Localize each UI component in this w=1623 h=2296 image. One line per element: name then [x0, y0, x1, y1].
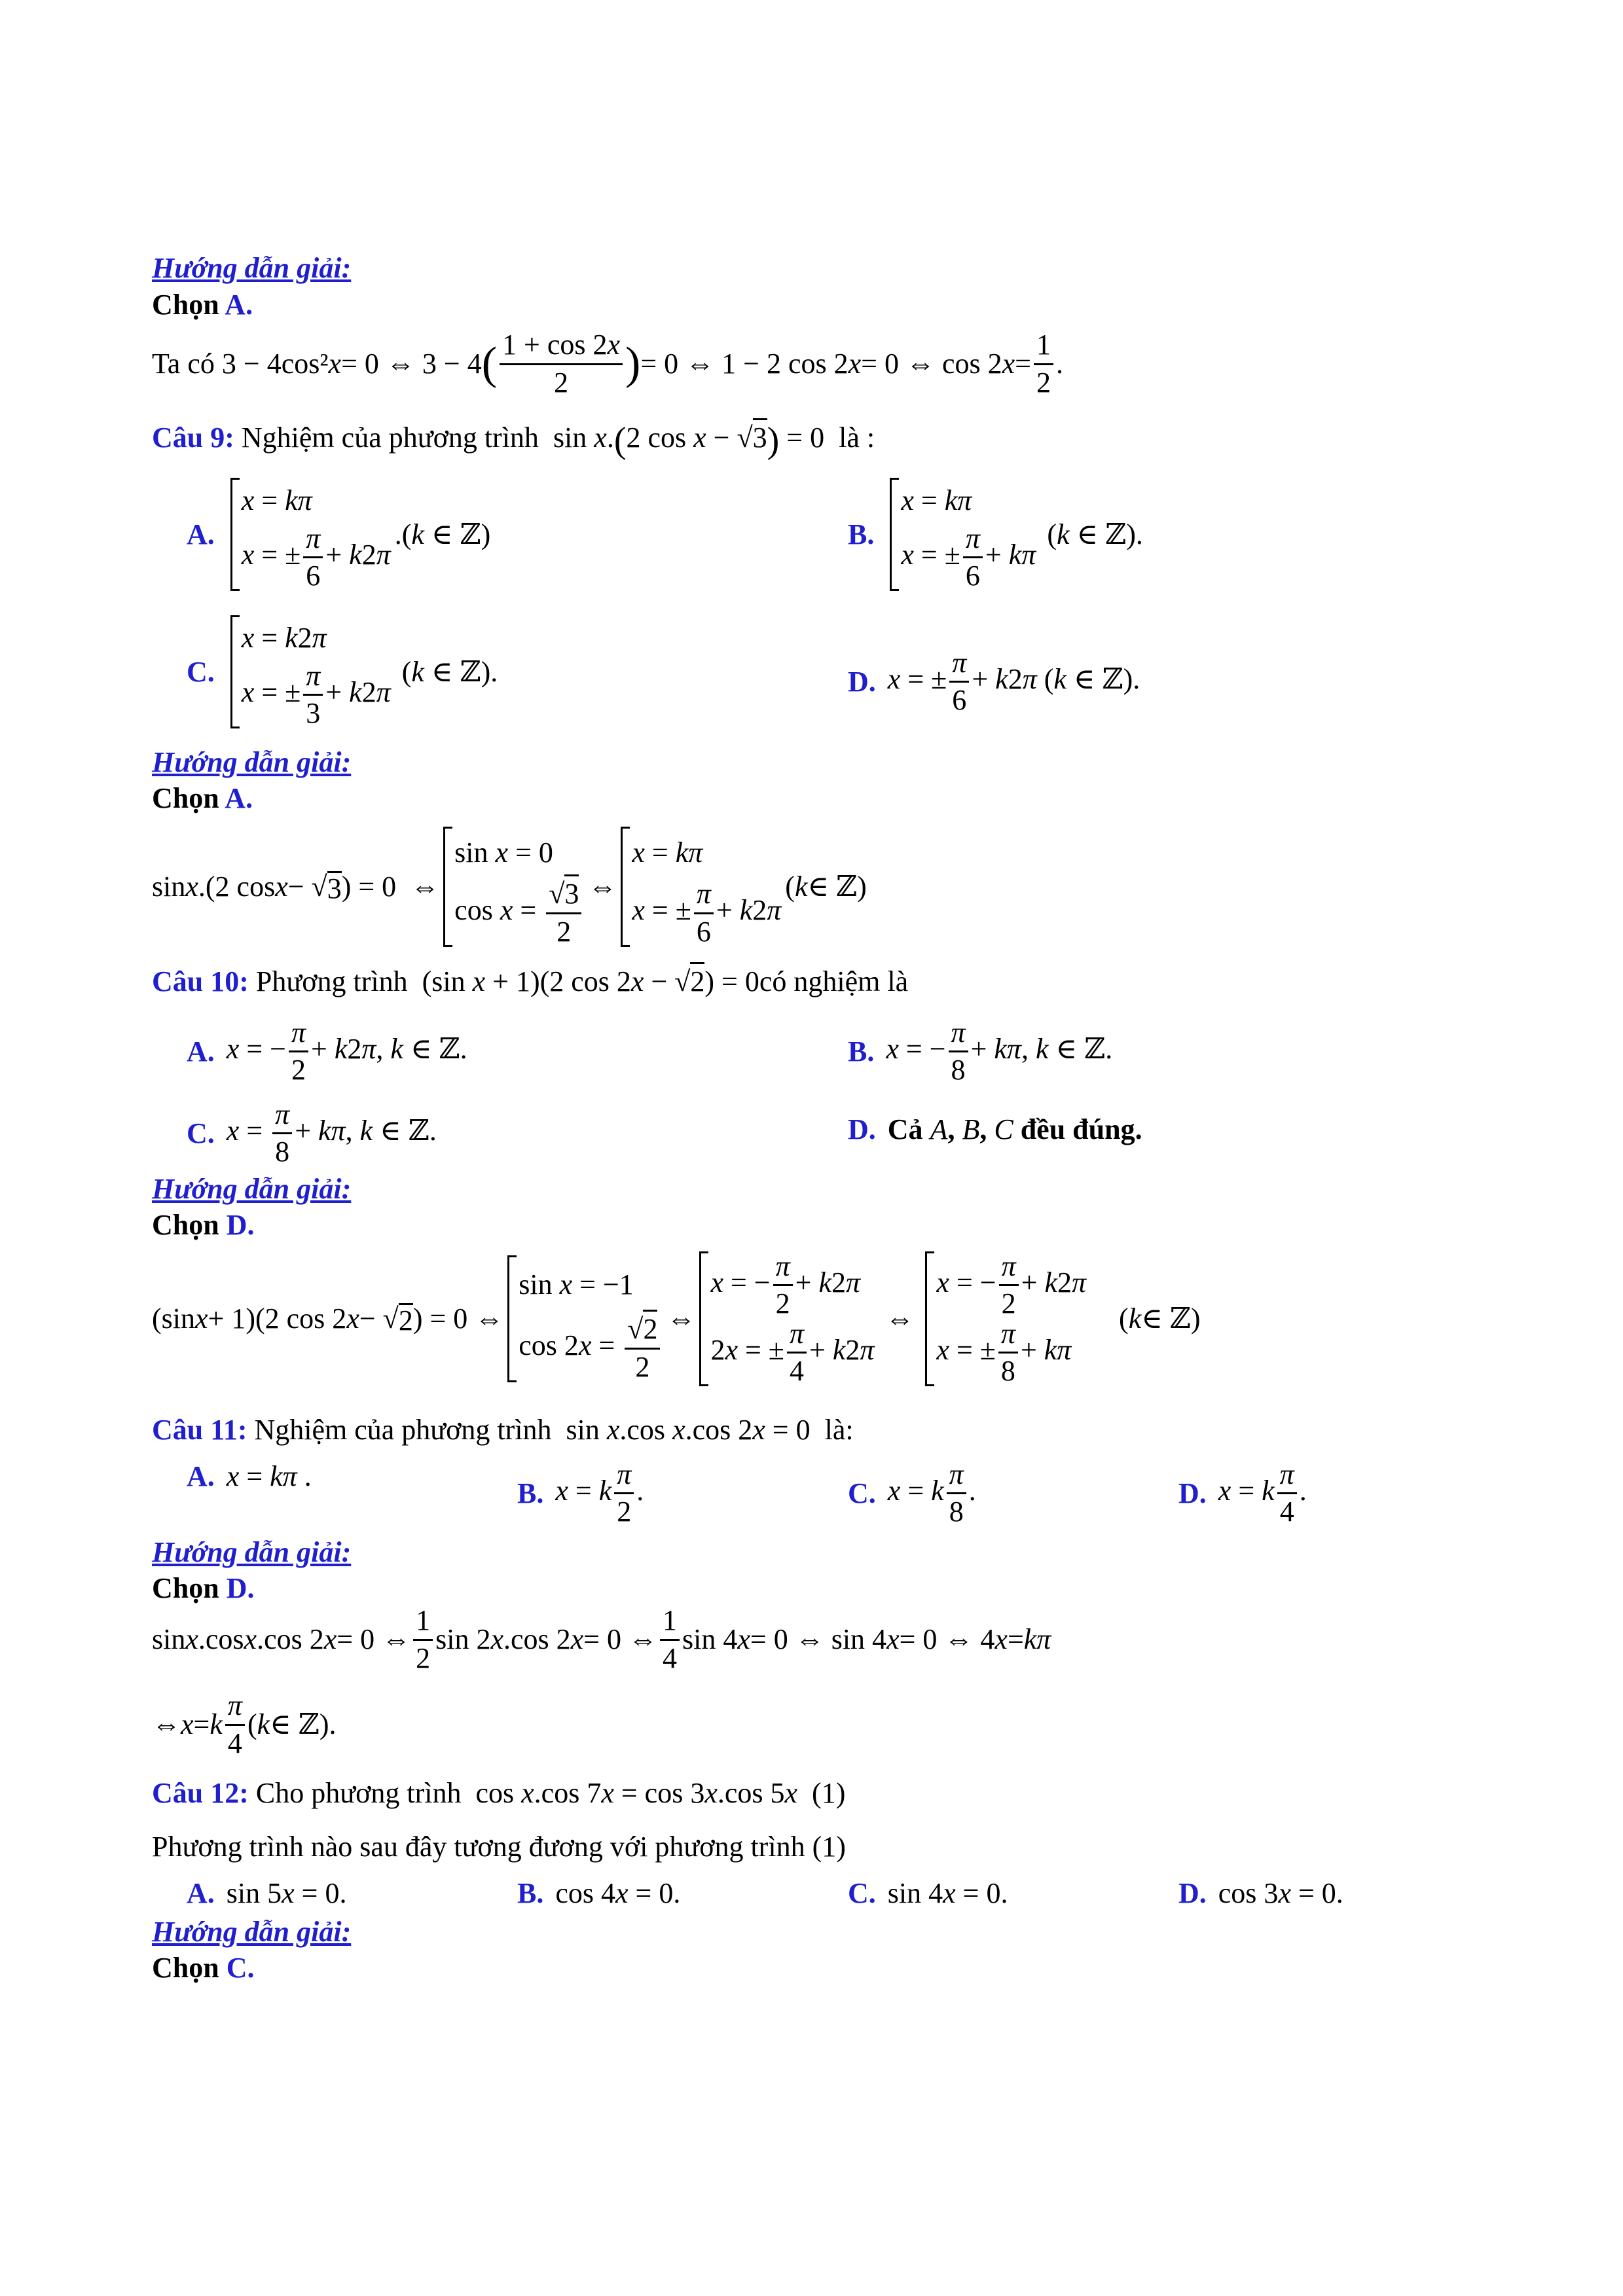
q12-option-b: B. cos 4x = 0. [517, 1876, 681, 1909]
q12-option-c: C. sin 4x = 0. [848, 1876, 1008, 1909]
solution-heading: Hướng dẫn giải: [152, 1916, 352, 1948]
question-9: Câu 9: Nghiệm của phương trình sin x.(2 cos x − √3) = 0 là : [152, 422, 875, 459]
q10-option-c: C. x = $\frac{\pi}{8}$ + kπ, k ∈ ℤ. [187, 1098, 437, 1168]
question-11: Câu 11: Nghiệm của phương trình sin x.cos x.cos 2x = 0 là: [152, 1414, 854, 1446]
question-12: Câu 12: Cho phương trình cos x.cos 7x = cos 3x.cos 5x (1) [152, 1777, 846, 1809]
ta-co-text: Ta có [152, 348, 215, 380]
answer-line: Chọn C. [152, 1952, 255, 1984]
q11-solution-line-1: sin x .cos x .cos 2 x = 0 ⇔ 1 2 sin 2 x .cos 2 x = 0 ⇔ 1 4 sin 4 x = 0 ⇔ sin 4 x = 0 ⇔ 4 x = kπ [152, 1604, 1051, 1674]
answer-letter: A. [225, 289, 253, 321]
solution-heading: Hướng dẫn giải: [152, 1536, 352, 1568]
answer-line: Chọn D. [152, 1572, 255, 1604]
answer-label: Chọn [152, 289, 219, 321]
solution-heading: Hướng dẫn giải: [152, 252, 352, 284]
q10-option-b: B. x = − $\frac{\pi}{8}$ + kπ, k ∈ ℤ. [848, 1016, 1113, 1086]
solution-heading: Hướng dẫn giải: [152, 746, 352, 778]
answer-line: Chọn A. [152, 782, 253, 814]
answer-line [152, 291, 253, 319]
q9-option-b: B. x = kπ x = ± $\frac{\pi}{6}$ + kπ (k ∈ ℤ). [848, 478, 1143, 591]
q11-option-d: D. x = k $\frac{\pi}{4}$ . [1178, 1458, 1307, 1528]
solution-heading: Hướng dẫn giải: [152, 1173, 352, 1205]
q9-solution-equation: sin x .(2 cos x − √ 3 ) = 0 ⇔ sin x = 0 cos x = $\frac{√3}{2}$ ⇔ x = kπ x = ± $\frac{\pi}{6}$ + k2π ( k ∈ ℤ) [152, 821, 867, 952]
q12-option-d: D. cos 3x = 0. [1178, 1876, 1343, 1909]
answer-line: Chọn D. [152, 1209, 255, 1241]
q10-solution-equation: (sin x + 1)(2 cos 2 x − √ 2 ) = 0 ⇔ sin x = −1 cos 2x = $\frac{√2}{2}$ ⇔ x = − $\frac{\pi}{2}$ + k2π 2x = ± $\frac{\pi}{4}$ + k2π ⇔ x = − $\frac{\pi}{2}$ + k2π x = ± $\frac{\pi}{8}$ + kπ ( k ∈ ℤ) [152, 1249, 1201, 1388]
q12-option-a: A. sin 5x = 0. [187, 1876, 347, 1909]
question-9-text: Nghiệm của phương trình [241, 422, 539, 454]
question-11-text: Nghiệm của phương trình [254, 1414, 552, 1446]
q11-option-a: A. x = kπ . [187, 1460, 312, 1492]
q10-option-d: D. Cả A, B, C đều đúng. [848, 1113, 1142, 1145]
question-12-line-2: Phương trình nào sau đây tương đương với phương trình (1) [152, 1831, 846, 1863]
q11-option-b: B. x = k $\frac{\pi}{2}$ . [517, 1458, 644, 1528]
q9-option-d: D. x = ± $\frac{\pi}{6}$ + k2π (k ∈ ℤ). [848, 647, 1140, 717]
question-10-text: Phương trình [255, 965, 408, 997]
solution-equation: Ta có 3 − 4cos² x = 0 ⇔ 3 − 4 ( 1 + cos 2x 2 ) = 0 ⇔ 1 − 2 cos 2 x = 0 ⇔ cos 2 x = 1 2 . [152, 329, 1063, 399]
q10-option-a: A. x = − $\frac{\pi}{2}$ + k2π, k ∈ ℤ. [187, 1016, 467, 1086]
question-11-tail: là: [824, 1414, 854, 1446]
question-12-text: Cho phương trình [255, 1777, 462, 1809]
q11-option-c: C. x = k $\frac{\pi}{8}$ . [848, 1458, 976, 1528]
question-10: Câu 10: Phương trình (sin x + 1)(2 cos 2x − √2) = 0có nghiệm là [152, 967, 908, 996]
q9-option-a: A. x = kπ x = ± $\frac{\pi}{6}$ + k2π .(k ∈ ℤ) [187, 478, 490, 591]
question-10-tail: có nghiệm là [759, 965, 909, 997]
question-9-tail: là : [839, 422, 875, 454]
q9-option-c: C. x = k2π x = ± $\frac{\pi}{3}$ + k2π (k ∈ ℤ). [187, 615, 498, 728]
q11-solution-line-2: ⇔ x = k π 4 ( k ∈ ℤ). [152, 1689, 337, 1759]
